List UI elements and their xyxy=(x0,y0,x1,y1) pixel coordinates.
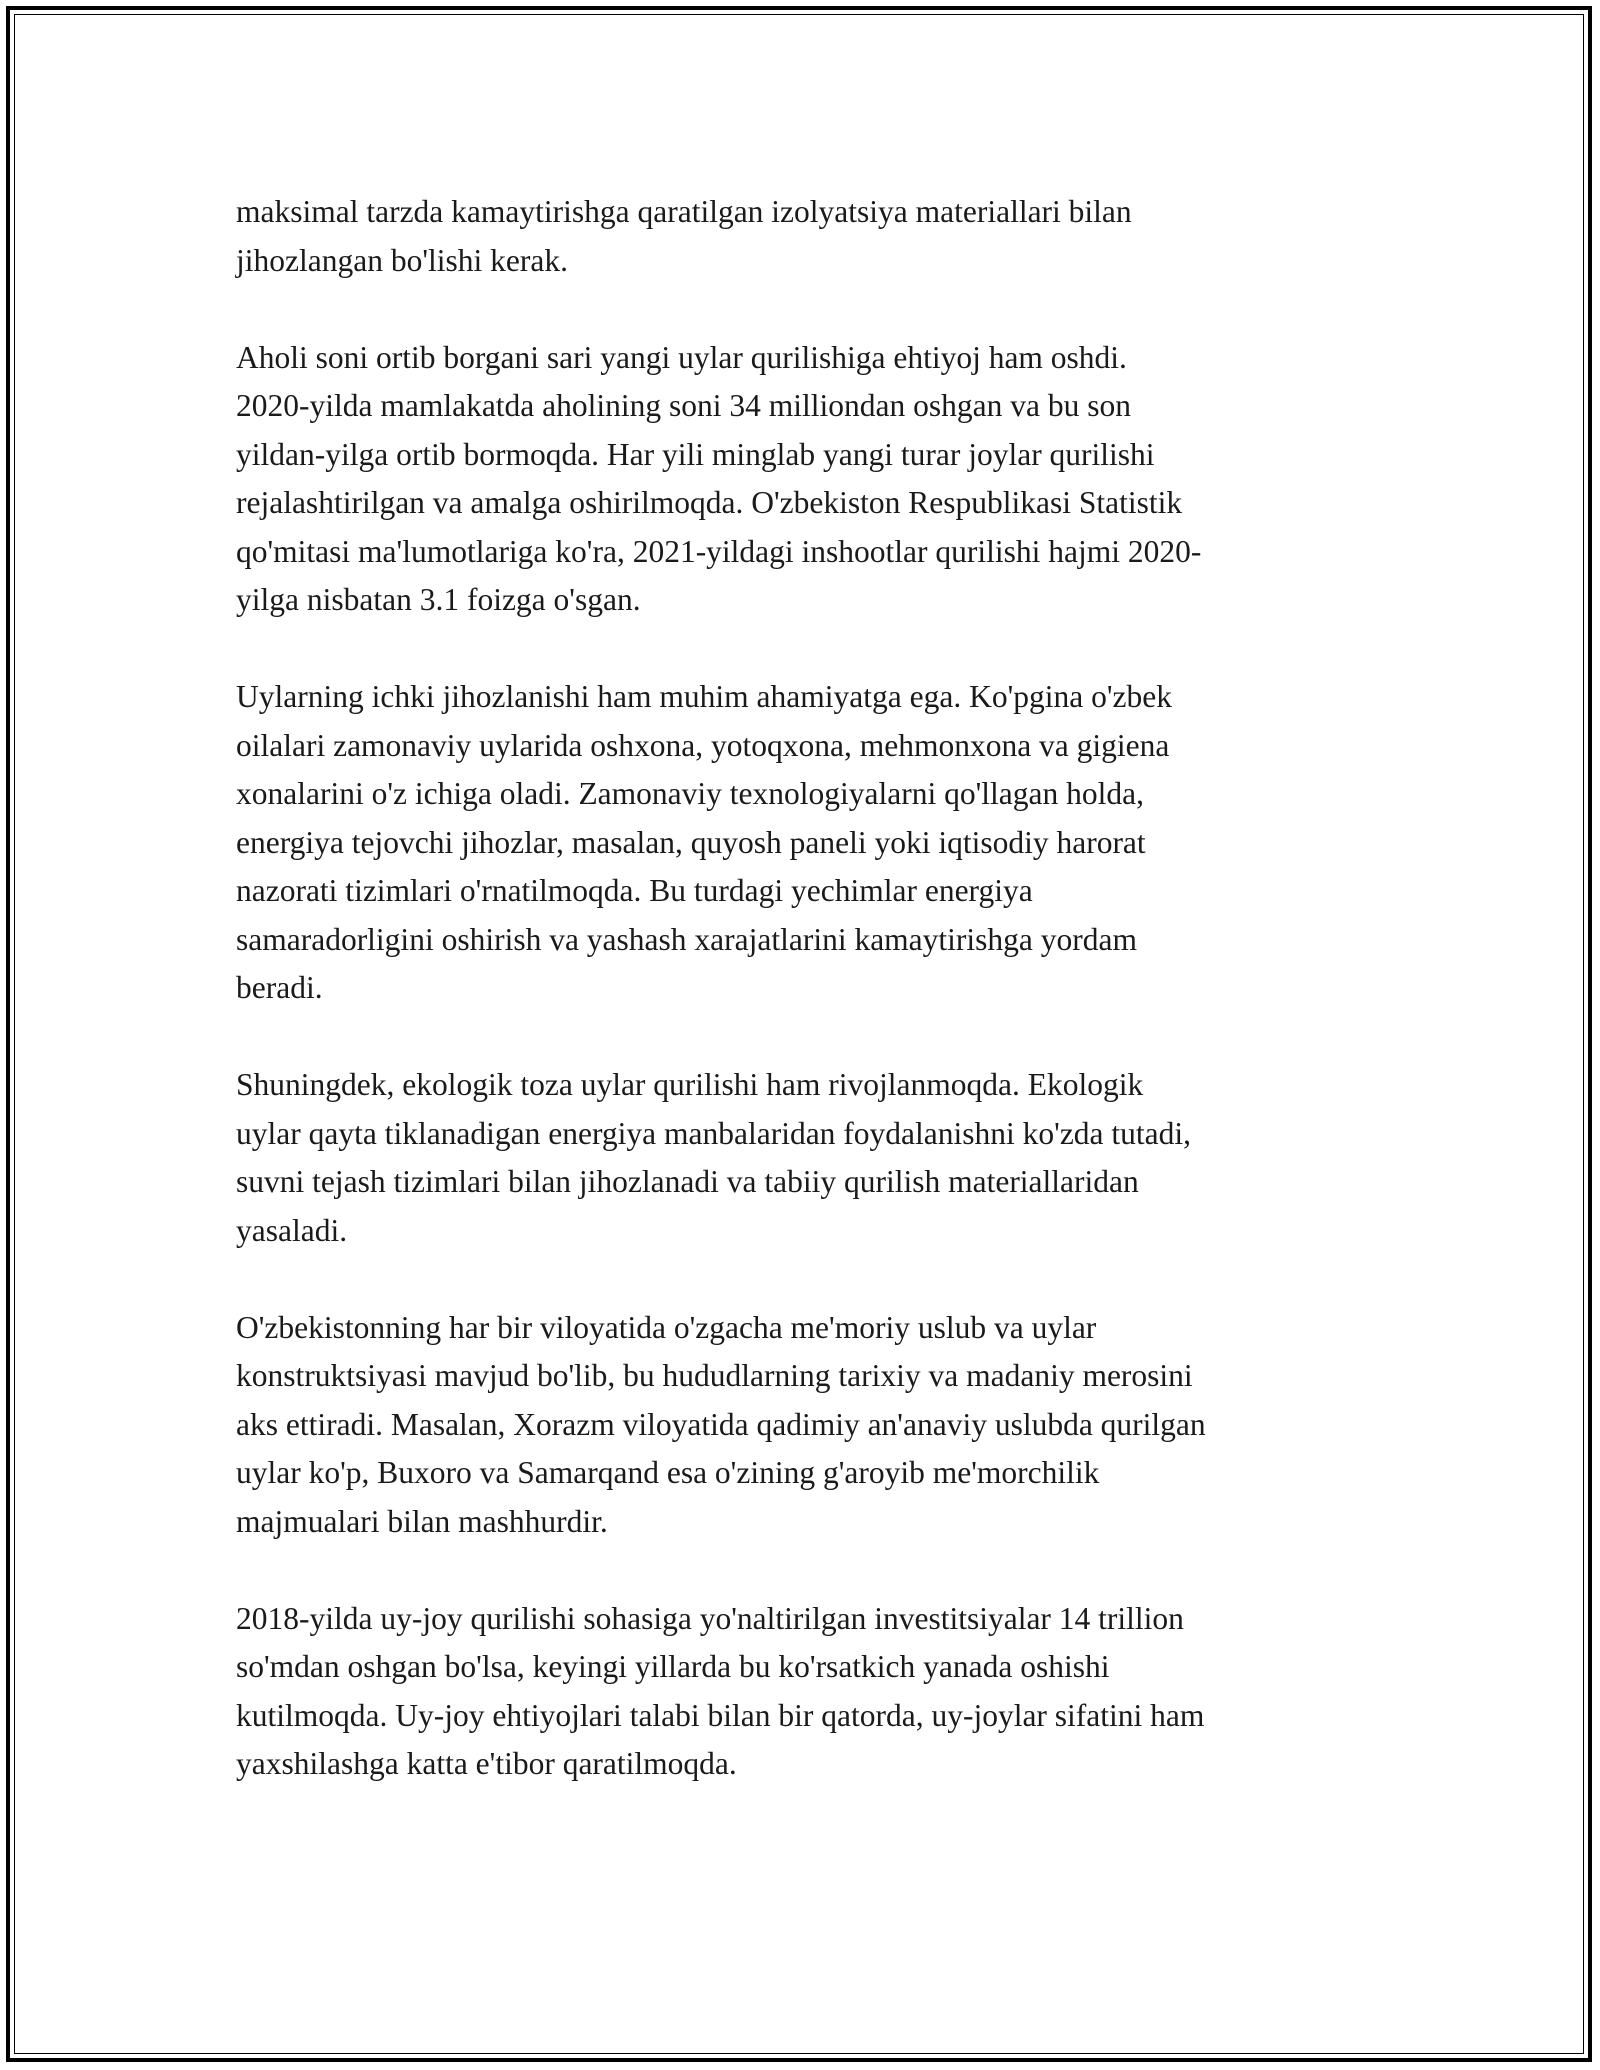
paragraph: Aholi soni ortib borgani sari yangi uylar qurilishiga ehtiyoj ham oshdi. 2020-yilda mamlakatda aholining soni 34 milliondan oshgan va bu son yildan-yilga ortib bormoqda. Har yili minglab yangi turar joylar qurilishi rejalashtirilgan va amalga oshirilmoqda. O'zbekiston Respublikasi Statistik qo'mitasi ma'lumotlariga ko'ra, 2021-yildagi inshootlar qurilishi hajmi 2020- yilga nisbatan 3.1 foizga o'sgan. xyxy=(236,339,1202,617)
paragraph: O'zbekistonning har bir viloyatida o'zgacha me'moriy uslub va uylar konstruktsiyasi mavjud bo'lib, bu hududlarning tarixiy va madaniy merosini aks ettiradi. Masalan, Xorazm viloyatida qadimiy an'anaviy uslubda qurilgan uylar ko'p, Buxoro va Samarqand esa o'zining g'aroyib me'morchilik majmualari bilan mashhurdir. xyxy=(236,1309,1206,1539)
document-body xyxy=(236,188,1376,1837)
paragraph: maksimal tarzda kamaytirishga qaratilgan izolyatsiya materiallari bilan jihozlangan bo'lishi kerak. xyxy=(236,194,1132,278)
paragraph: Shuningdek, ekologik toza uylar qurilishi ham rivojlanmoqda. Ekologik uylar qayta tiklanadigan energiya manbalaridan foydalanishni ko'zda tutadi, suvni tejash tizimlari bilan jihozlanadi va tabiiy qurilish materiallaridan yasaladi. xyxy=(236,1067,1192,1248)
paragraph: 2018-yilda uy-joy qurilishi sohasiga yo'naltirilgan investitsiyalar 14 trillion so'mdan oshgan bo'lsa, keyingi yillarda bu ko'rsatkich yanada oshishi kutilmoqda. Uy-joy ehtiyojlari talabi bilan bir qatorda, uy-joylar sifatini ham yaxshilashga katta e'tibor qaratilmoqda. xyxy=(236,1600,1205,1781)
paragraph: Uylarning ichki jihozlanishi ham muhim ahamiyatga ega. Ko'pgina o'zbek oilalari zamonaviy uylarida oshxona, yotoqxona, mehmonxona va gigiena xonalarini o'z ichiga oladi. Zamonaviy texnologiyalarni qo'llagan holda, energiya tejovchi jihozlar, masalan, quyosh paneli yoki iqtisodiy harorat nazorati tizimlari o'rnatilmoqda. Bu turdagi yechimlar energiya samaradorligini oshirish va yashash xarajatlarini kamaytirishga yordam beradi. xyxy=(236,679,1172,1005)
